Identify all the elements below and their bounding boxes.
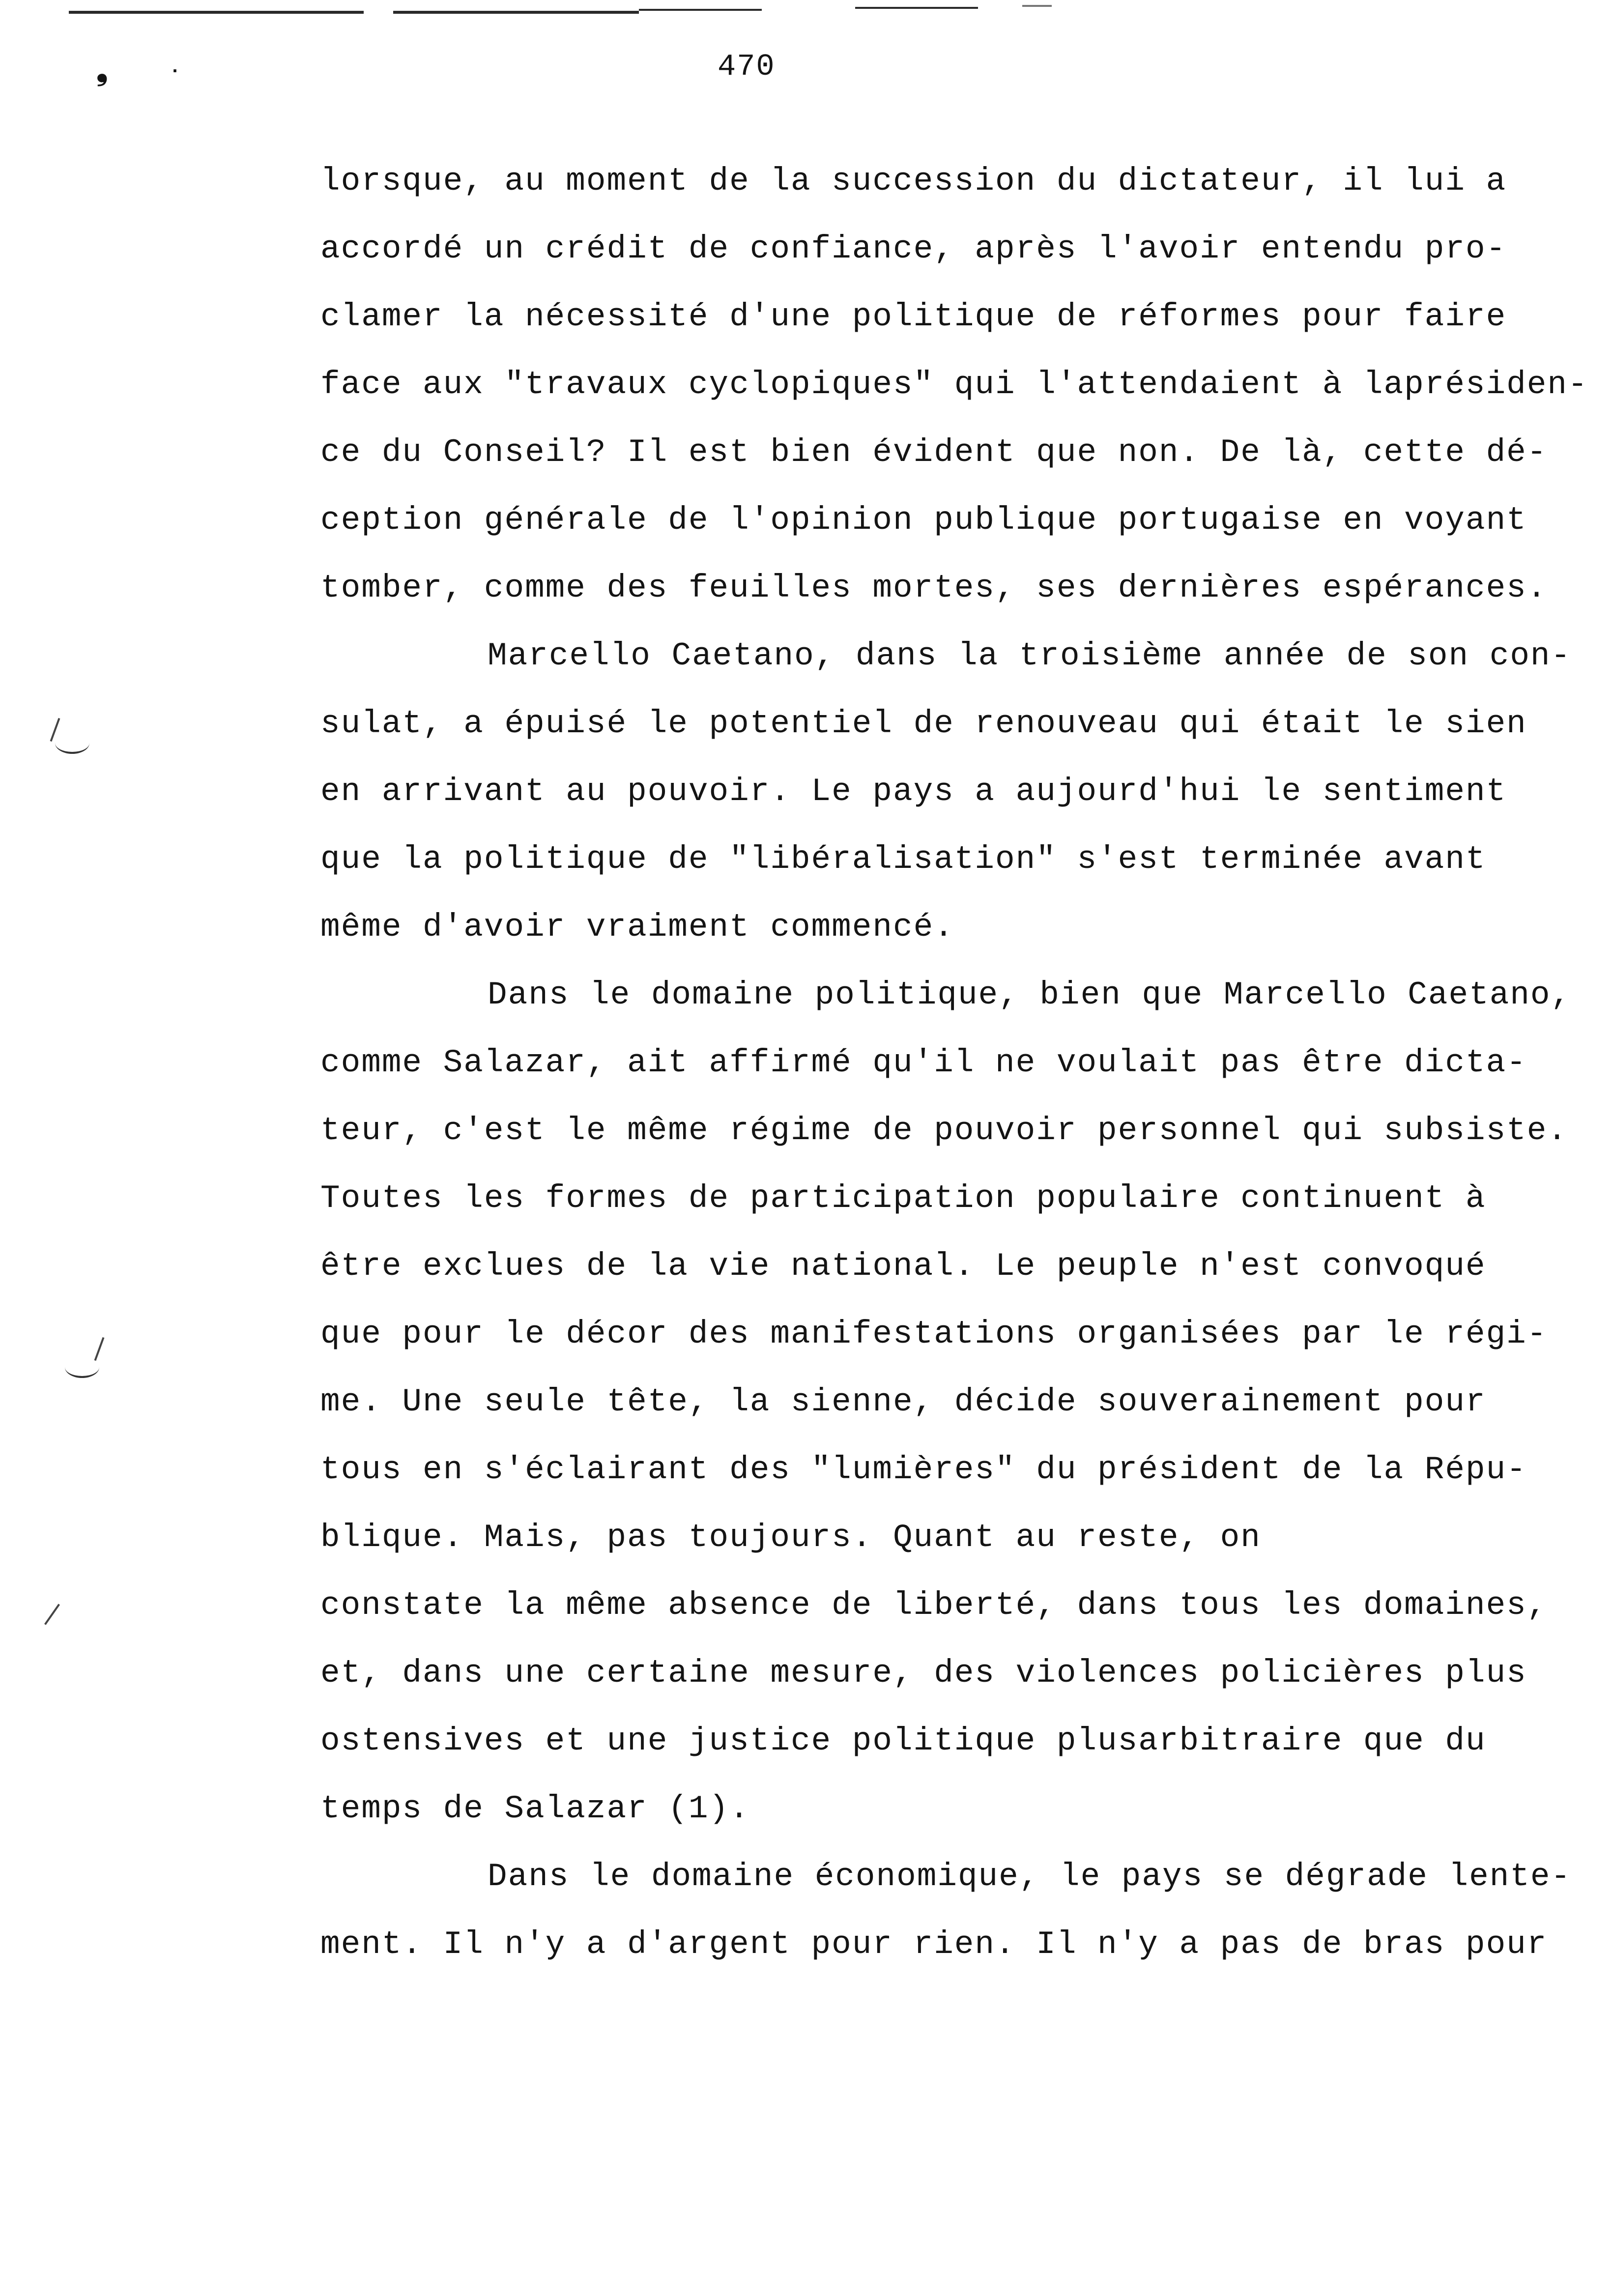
margin-mark bbox=[65, 1356, 99, 1378]
text-line: accordé un crédit de confiance, après l'avoir entendu pro- bbox=[320, 230, 1507, 267]
body-text bbox=[320, 147, 1588, 1979]
top-rule-5 bbox=[1022, 5, 1052, 7]
text-line: me. Une seule tête, la sienne, décide souverainement pour bbox=[320, 1383, 1486, 1420]
text-line: même d'avoir vraiment commencé. bbox=[320, 909, 954, 946]
text-line: face aux "travaux cyclopiques" qui l'attendaient à laprésiden- bbox=[320, 366, 1588, 403]
corner-mark-right: · bbox=[169, 60, 181, 83]
text-line: et, dans une certaine mesure, des violences policières plus bbox=[320, 1655, 1527, 1692]
text-line: blique. Mais, pas toujours. Quant au reste, on bbox=[320, 1519, 1261, 1556]
text-line: Dans le domaine économique, le pays se dégrade lente- bbox=[488, 1858, 1572, 1895]
text-line: lorsque, au moment de la succession du dictateur, il lui a bbox=[320, 163, 1507, 200]
text-line: temps de Salazar (1). bbox=[320, 1790, 750, 1827]
text-line: teur, c'est le même régime de pouvoir personnel qui subsiste. bbox=[320, 1112, 1568, 1149]
text-line: Dans le domaine politique, bien que Marcello Caetano, bbox=[488, 976, 1572, 1013]
text-line: constate la même absence de liberté, dans tous les domaines, bbox=[320, 1587, 1548, 1624]
text-line: ment. Il n'y a d'argent pour rien. Il n'y a pas de bras pour bbox=[320, 1926, 1548, 1963]
text-line: Toutes les formes de participation populaire continuent à bbox=[320, 1180, 1486, 1217]
text-line: ce du Conseil? Il est bien évident que non. De là, cette dé- bbox=[320, 434, 1548, 471]
text-line: comme Salazar, ait affirmé qu'il ne voulait pas être dicta- bbox=[320, 1044, 1527, 1081]
text-line: ostensives et une justice politique plusarbitraire que du bbox=[320, 1722, 1486, 1759]
top-rule-3 bbox=[639, 9, 762, 11]
text-line: que la politique de "libéralisation" s'est terminée avant bbox=[320, 841, 1486, 878]
corner-mark-left: ❟ bbox=[96, 56, 108, 89]
text-line: ception générale de l'opinion publique portugaise en voyant bbox=[320, 502, 1527, 539]
margin-mark bbox=[55, 732, 89, 754]
top-rule-4 bbox=[855, 7, 978, 9]
page-number: 470 bbox=[718, 49, 776, 84]
text-line: être exclues de la vie national. Le peuple n'est convoqué bbox=[320, 1248, 1486, 1285]
text-line: que pour le décor des manifestations organisées par le régi- bbox=[320, 1316, 1548, 1352]
margin-mark bbox=[44, 1604, 60, 1625]
top-rule-1 bbox=[69, 11, 364, 14]
text-line: tous en s'éclairant des "lumières" du président de la Répu- bbox=[320, 1451, 1527, 1488]
text-line: Marcello Caetano, dans la troisième année de son con- bbox=[488, 637, 1572, 674]
text-line: clamer la nécessité d'une politique de réformes pour faire bbox=[320, 298, 1507, 335]
top-rule-2 bbox=[393, 11, 639, 14]
text-line: sulat, a épuisé le potentiel de renouveau qui était le sien bbox=[320, 705, 1527, 742]
text-line: tomber, comme des feuilles mortes, ses dernières espérances. bbox=[320, 570, 1548, 606]
text-line: en arrivant au pouvoir. Le pays a aujourd'hui le sentiment bbox=[320, 773, 1507, 810]
